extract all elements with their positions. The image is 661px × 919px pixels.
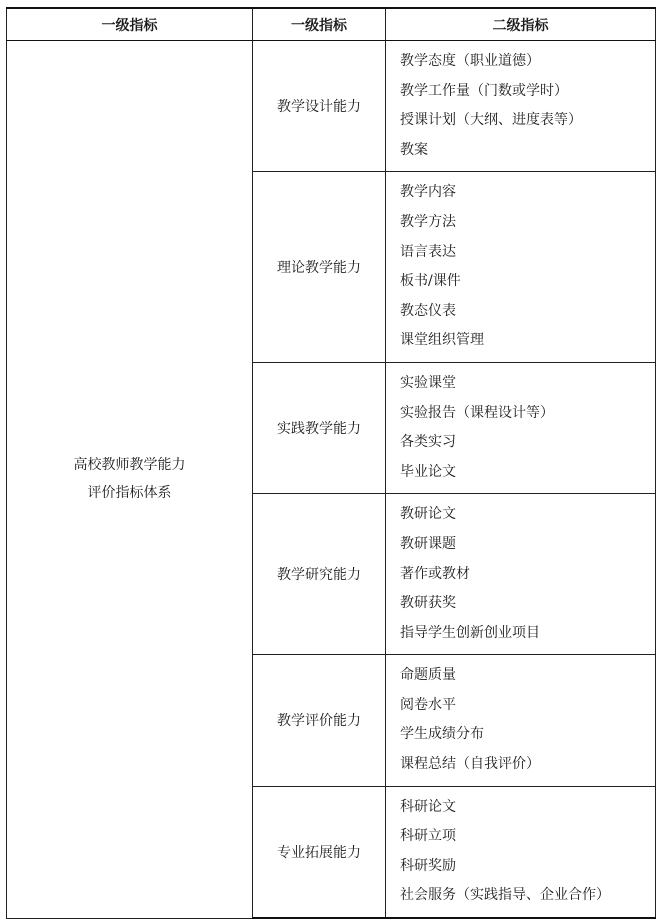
table-row-group-0 (7, 41, 656, 172)
sub-indicator: 教学态度（职业道德） (400, 53, 540, 69)
header-col3: 二级指标 (386, 8, 656, 41)
table-header-row (7, 8, 656, 41)
category-cell: 理论教学能力 (253, 172, 386, 363)
sub-indicator: 学生成绩分布 (400, 726, 484, 743)
items-cell (386, 172, 656, 363)
sub-indicator: 教案 (400, 141, 428, 158)
indicator-table-container (6, 7, 655, 919)
category-cell: 教学研究能力 (253, 494, 386, 655)
sub-indicator: 科研奖励 (400, 857, 456, 874)
sub-indicator: 课堂组织管理 (400, 332, 484, 349)
sub-indicator: 教学内容 (400, 184, 456, 201)
sub-indicator: 著作或教材 (400, 565, 470, 582)
sub-indicator: 指导学生创新创业项目 (400, 624, 540, 641)
sub-indicator: 板书/课件 (400, 273, 461, 290)
header-col1: 一级指标 (7, 8, 253, 41)
sub-indicator: 各类实习 (400, 434, 456, 451)
category-cell: 教学设计能力 (253, 41, 386, 172)
items-cell (386, 786, 656, 918)
sub-indicator: 命题质量 (400, 667, 456, 684)
sub-indicator: 实验课堂 (400, 374, 456, 391)
category-cell: 教学评价能力 (253, 655, 386, 786)
sub-indicator: 教研获奖 (400, 595, 456, 612)
sub-indicator: 阅卷水平 (400, 696, 456, 713)
root-cell (7, 41, 253, 919)
items-cell (386, 41, 656, 172)
sub-indicator: 课程总结（自我评价） (400, 756, 540, 773)
items-cell (386, 494, 656, 655)
sub-indicator: 教态仪表 (400, 302, 456, 319)
items-cell (386, 655, 656, 786)
root-label-line1: 高校教师教学能力 (73, 457, 186, 474)
sub-indicator: 教研论文 (400, 506, 456, 523)
items-cell (386, 362, 656, 493)
category-cell: 专业拓展能力 (253, 786, 386, 918)
sub-indicator: 科研立项 (400, 828, 456, 845)
sub-indicator: 教研课题 (400, 535, 456, 552)
category-cell: 实践教学能力 (253, 362, 386, 493)
sub-indicator: 教学方法 (400, 213, 456, 230)
sub-indicator: 语言表达 (400, 243, 456, 260)
indicator-table (6, 7, 656, 919)
sub-indicator: 授课计划（大纲、进度表等） (400, 112, 582, 129)
sub-indicator: 毕业论文 (400, 463, 456, 480)
sub-indicator: 科研论文 (400, 798, 456, 815)
header-col2: 一级指标 (253, 8, 386, 41)
sub-indicator: 社会服务（实践指导、企业合作） (400, 887, 610, 904)
sub-indicator: 实验报告（课程设计等） (400, 404, 554, 421)
sub-indicator: 教学工作量（门数或学时） (400, 82, 568, 99)
root-label-line2: 评价指标体系 (87, 485, 172, 502)
